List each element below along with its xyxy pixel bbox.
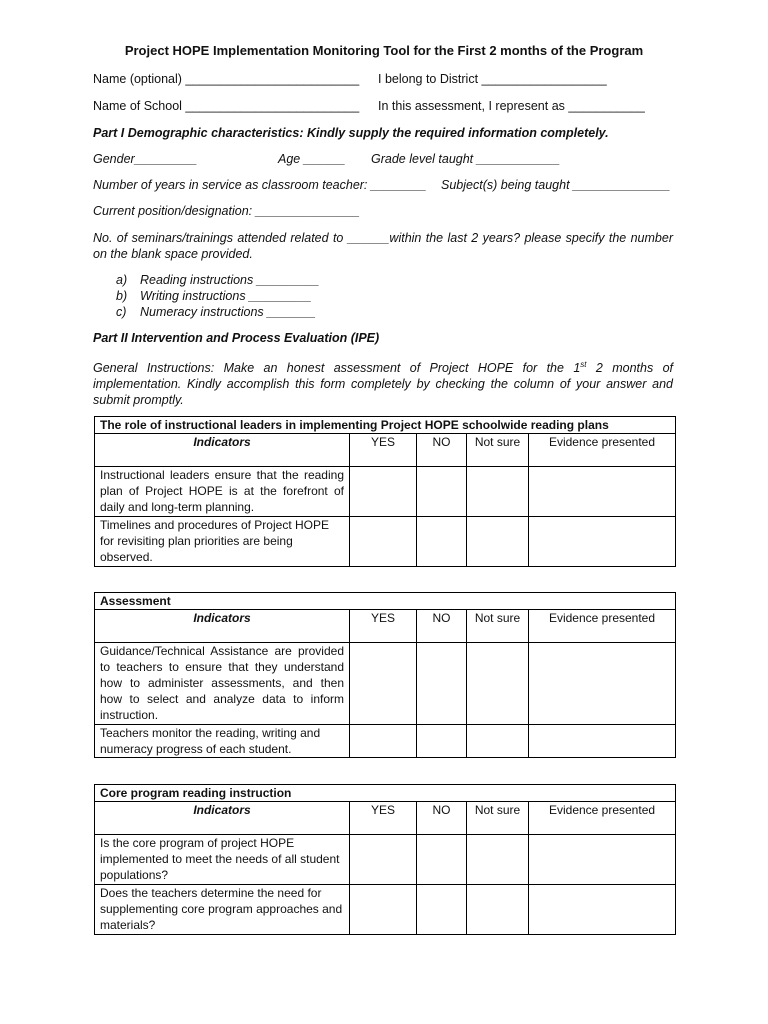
name-field[interactable]: Name (optional) _________________________ (93, 72, 360, 86)
seminars-question: No. of seminars/trainings attended related to ______within the last 2 years? please specify the number on the blank space provided. (93, 231, 673, 261)
table-title: Assessment (95, 593, 676, 610)
yes-cell[interactable] (350, 643, 417, 725)
not-sure-header: Not sure (467, 434, 529, 467)
evidence-cell[interactable] (529, 467, 676, 517)
school-field[interactable]: Name of School _________________________ (93, 99, 360, 113)
table-row (95, 835, 676, 885)
table-row (95, 885, 676, 935)
indicators-header: Indicators (95, 610, 350, 643)
no-cell[interactable] (417, 885, 467, 935)
table-title: Core program reading instruction (95, 785, 676, 802)
subjects-field[interactable]: Subject(s) being taught ______________ (441, 178, 671, 192)
table-row (95, 725, 676, 758)
no-cell[interactable] (417, 835, 467, 885)
no-cell[interactable] (417, 467, 467, 517)
years-service-field[interactable]: Number of years in service as classroom teacher: ________ (93, 178, 427, 192)
not-sure-cell[interactable] (467, 835, 529, 885)
evidence-header: Evidence presented (529, 610, 676, 643)
evidence-cell[interactable] (529, 643, 676, 725)
no-header: NO (417, 802, 467, 835)
table-title: The role of instructional leaders in implementing Project HOPE schoolwide reading plans (95, 417, 676, 434)
table-row (95, 467, 676, 517)
indicator-text: Does the teachers determine the need for supplementing core program approaches and materials? (95, 885, 350, 935)
yes-cell[interactable] (350, 835, 417, 885)
evidence-cell[interactable] (529, 725, 676, 758)
district-field[interactable]: I belong to District __________________ (378, 72, 607, 86)
part2-heading: Part II Intervention and Process Evaluation (IPE) (93, 331, 380, 345)
indicator-text: Teachers monitor the reading, writing and numeracy progress of each student. (95, 725, 350, 758)
yes-cell[interactable] (350, 725, 417, 758)
indicator-text: Is the core program of project HOPE implemented to meet the needs of all student populations? (95, 835, 350, 885)
indicators-header: Indicators (95, 802, 350, 835)
evaluation-table-leaders (94, 416, 676, 567)
not-sure-cell[interactable] (467, 467, 529, 517)
not-sure-cell[interactable] (467, 885, 529, 935)
table-row (95, 643, 676, 725)
yes-cell[interactable] (350, 885, 417, 935)
not-sure-cell[interactable] (467, 517, 529, 567)
list-item[interactable]: b) Writing instructions _________ (116, 289, 312, 303)
no-cell[interactable] (417, 517, 467, 567)
table-header-row (95, 610, 676, 643)
evidence-header: Evidence presented (529, 434, 676, 467)
yes-header: YES (350, 434, 417, 467)
list-item[interactable]: a) Reading instructions _________ (116, 273, 320, 287)
not-sure-cell[interactable] (467, 725, 529, 758)
yes-header: YES (350, 802, 417, 835)
evaluation-table-assessment (94, 592, 676, 758)
age-field[interactable]: Age ______ (278, 152, 346, 166)
not-sure-header: Not sure (467, 610, 529, 643)
part1-heading: Part I Demographic characteristics: Kindly supply the required information completely. (93, 126, 609, 140)
evidence-cell[interactable] (529, 885, 676, 935)
general-instructions: General Instructions: Make an honest assessment of Project HOPE for the 1st 2 months of implementation. Kindly accomplish this form completely by checking the column of your answer and submit promptly. (93, 360, 673, 408)
indicator-text: Timelines and procedures of Project HOPE for revisiting plan priorities are being observed. (95, 517, 350, 567)
yes-cell[interactable] (350, 517, 417, 567)
evidence-cell[interactable] (529, 517, 676, 567)
represent-field[interactable]: In this assessment, I represent as ___________ (378, 99, 645, 113)
no-header: NO (417, 610, 467, 643)
evaluation-table-core-program (94, 784, 676, 935)
no-header: NO (417, 434, 467, 467)
table-header-row (95, 802, 676, 835)
yes-cell[interactable] (350, 467, 417, 517)
position-field[interactable]: Current position/designation: _______________ (93, 204, 360, 218)
indicator-text: Guidance/Technical Assistance are provided to teachers to ensure that they understand how to administer assessments, and then how to select and analyze data to inform instruction. (95, 643, 350, 725)
no-cell[interactable] (417, 725, 467, 758)
indicators-header: Indicators (95, 434, 350, 467)
training-list (116, 272, 319, 320)
evidence-header: Evidence presented (529, 802, 676, 835)
yes-header: YES (350, 610, 417, 643)
gender-field[interactable]: Gender_________ (93, 152, 198, 166)
not-sure-header: Not sure (467, 802, 529, 835)
not-sure-cell[interactable] (467, 643, 529, 725)
table-row (95, 517, 676, 567)
table-header-row (95, 434, 676, 467)
document-title: Project HOPE Implementation Monitoring Tool for the First 2 months of the Program (124, 43, 644, 58)
grade-field[interactable]: Grade level taught ____________ (371, 152, 561, 166)
list-item[interactable]: c) Numeracy instructions _______ (116, 305, 316, 319)
no-cell[interactable] (417, 643, 467, 725)
evidence-cell[interactable] (529, 835, 676, 885)
indicator-text: Instructional leaders ensure that the reading plan of Project HOPE is at the forefront of daily and long-term planning. (95, 467, 350, 517)
